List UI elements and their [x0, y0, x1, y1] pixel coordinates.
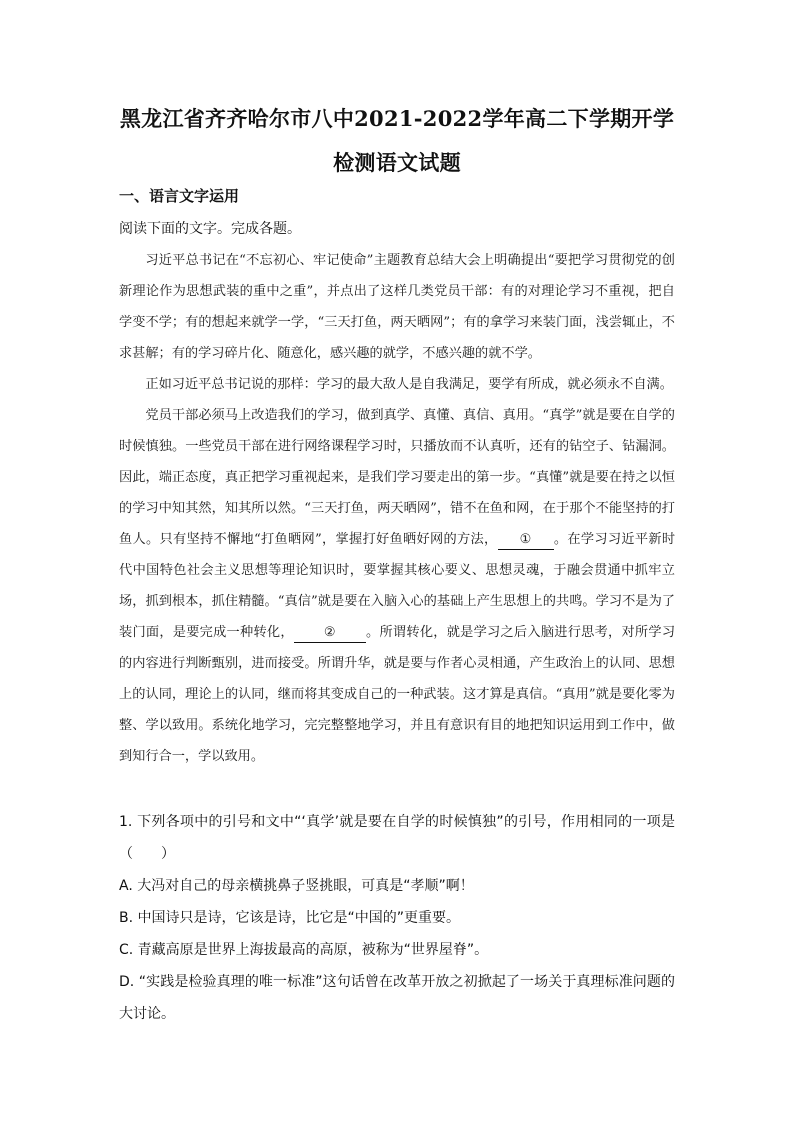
question-1-option-d: D. “实践是检验真理的唯一标准”这句话曾在改革开放之初掀起了一场关于真理标准问题的大讨论。 [119, 974, 675, 1022]
passage-paragraph-3-part-b: 。在学习习近平新时代中国特色社会主义思想等理论知识时，要掌握其核心要义、思想灵魂，于融会贯通中抓牢立场，抓到根本，抓住精髓。“真信”就是要在入脑入心的基础上产生思想上的共鸣。学习不是为了装门面，是要完成一种转化， [119, 532, 676, 640]
passage-paragraph-2: 正如习近平总书记说的那样：学习的最大敌人是自我满足，要学有所成，就必须永不自满。 [145, 377, 673, 392]
question-1-option-a: A. 大冯对自己的母亲横挑鼻子竖挑眼，可真是“孝顺”啊！ [119, 878, 474, 894]
reading-instruction: 阅读下面的文字。完成各题。 [119, 221, 301, 237]
reading-passage [119, 245, 675, 772]
fill-blank-2: ② [294, 624, 366, 643]
passage-paragraph-1: 习近平总书记在“不忘初心、牢记使命”主题教育总结大会上明确提出“要把学习贯彻党的创新理论作为思想武装的重中之重”，并点出了这样几类党员干部：有的对理论学习不重视，把自学变不学；有的想起来就学一学，“三天打鱼，两天晒网”；有的拿学习来装门面，浅尝辄止，不求甚解；有的学习碎片化、随意化，感兴趣的就学，不感兴趣的就不学。 [119, 253, 675, 361]
document-title-line2: 检测语文试题 [333, 150, 461, 175]
question-1-option-b: B. 中国诗只是诗，它该是诗，比它是“中国的”更重要。 [119, 910, 461, 926]
section-heading: 一、语言文字运用 [119, 187, 240, 205]
question-1-option-c: C. 青藏高原是世界上海拔最高的高原，被称为“世界屋脊”。 [119, 942, 489, 958]
passage-paragraph-3-part-a: 党员干部必须马上改造我们的学习，做到真学、真懂、真信、真用。“真学”就是要在自学的时候慎独。一些党员干部在进行网络课程学习时，只播放而不认真听，还有的钻空子、钻漏洞。因此，端正态度，真正把学习重视起来，是我们学习要走出的第一步。“真懂”就是要在持之以恒的学习中知其然，知其所以然。“三天打鱼，两天晒网”，错不在鱼和网，在于那个不能坚持的打鱼人。只有坚持不懈地“打鱼晒网”，掌握打好鱼晒好网的方法， [119, 408, 675, 547]
document-title-line1: 黑龙江省齐齐哈尔市八中2021-2022学年高二下学期开学 [119, 106, 675, 131]
question-1-stem: 1. 下列各项中的引号和文中“‘真学’就是要在自学的时候慎独”的引号，作用相同的一项是（ ） [119, 814, 675, 862]
question-1 [119, 806, 675, 1030]
passage-paragraph-3 [119, 400, 675, 772]
fill-blank-1: ① [498, 531, 554, 550]
passage-paragraph-3-part-c: 。所谓转化，就是学习之后入脑进行思考，对所学习的内容进行判断甄别，进而接受。所谓升华，就是要与作者心灵相通，产生政治上的认同、思想上的认同，理论上的认同，继而将其变成自己的一种武装。这才算是真信。“真用”就是要化零为整、学以致用。系统化地学习，完完整整地学习，并且有意识有目的地把知识运用到工作中，做到知行合一，学以致用。 [119, 625, 676, 764]
